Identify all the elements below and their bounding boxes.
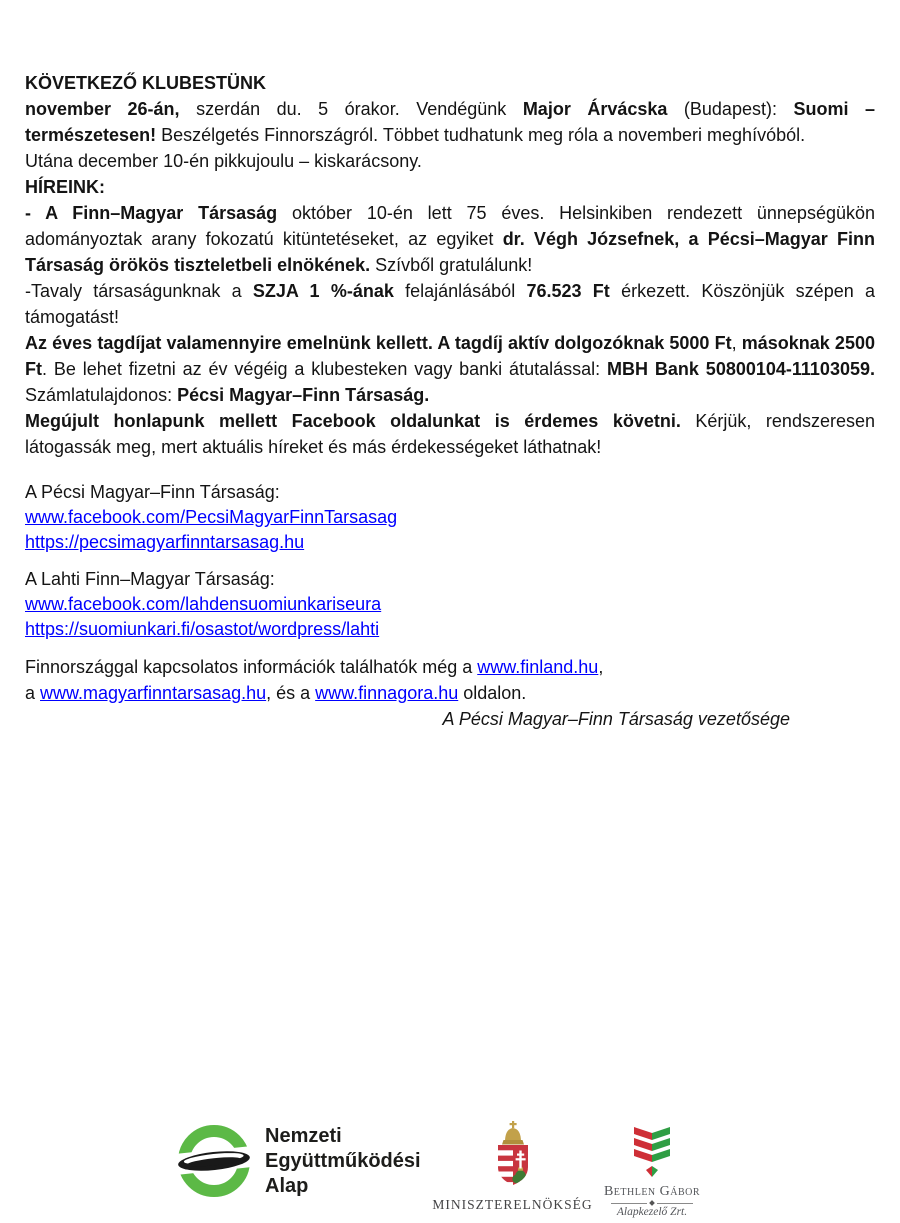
separator-line (611, 1201, 693, 1205)
lahti-links-block (25, 567, 875, 642)
fees-bold: Az éves tagdíjat valamennyire emelnünk kellett. A tagdíj aktív dolgozóknak 5000 Ft (25, 333, 732, 353)
link-line (25, 617, 875, 642)
society-name: - A Finn–Magyar Társaság (25, 203, 278, 223)
more-info-line1 (25, 654, 875, 680)
pecs-links-block (25, 480, 875, 555)
text-segment: a (25, 683, 41, 703)
finnagora-link[interactable]: www.finnagora.hu (315, 683, 459, 703)
news-item-tax-donation (25, 278, 875, 330)
link-line (25, 505, 875, 530)
document-body (25, 70, 875, 732)
news-item-anniversary (25, 200, 875, 278)
account-owner: Pécsi Magyar–Finn Társaság. (177, 385, 430, 405)
nea-logo-text (265, 1124, 421, 1199)
bethlen-logo (600, 1125, 704, 1218)
text-segment: Számlatulajdonos: (25, 385, 178, 405)
text-segment: , (731, 333, 742, 353)
lahti-facebook-link[interactable]: www.facebook.com/lahdensuomiunkariseura (25, 594, 382, 614)
heading-text: KÖVETKEZŐ KLUBESTÜNK (25, 73, 267, 93)
link-line (25, 530, 875, 555)
link-line (25, 592, 875, 617)
text-segment: Kérjük, rendszeresen látogassák meg, mert aktuális híreket és más érdekességeket láthatnak! (25, 411, 875, 457)
diamond-icon (649, 1200, 655, 1206)
text-segment: , és a (266, 683, 316, 703)
honoree-name: dr. Végh Józsefnek, a Pécsi–Magyar Finn Társaság örökös tiszteletbeli elnökének. (25, 229, 875, 275)
december-note: Utána december 10-én pikkujoulu – kiskarácsony. (25, 151, 422, 171)
footer-logos (0, 1115, 900, 1223)
nea-logo (176, 1123, 421, 1199)
more-info-paragraph (25, 654, 875, 706)
ministry-logo (430, 1121, 595, 1213)
szja-label: SZJA 1 %-ának (252, 281, 394, 301)
separator-segment (611, 1203, 647, 1204)
text-segment: szerdán du. 5 órakor. Vendégünk (179, 99, 523, 119)
ministry-label: MINISZTERELNÖKSÉG (432, 1197, 593, 1212)
lahti-website-link[interactable]: https://suomiunkari.fi/osastot/wordpress/lahti (25, 619, 380, 639)
nea-line2: Együttműködési (265, 1149, 421, 1172)
separator-segment (657, 1203, 693, 1204)
lahti-links-label: A Lahti Finn–Magyar Társaság: (25, 569, 275, 589)
donation-amount: 76.523 Ft (526, 281, 610, 301)
bank-account: MBH Bank 50800104-11103059. (607, 359, 875, 379)
facebook-bold: Megújult honlapunk mellett Facebook oldalunkat is érdemes követni. (25, 411, 681, 431)
more-info-line2 (25, 680, 875, 706)
heading-next-club (25, 70, 875, 96)
talk-title: Suomi – természetesen! (25, 99, 876, 145)
fees-others-bold: másoknak 2500 Ft (25, 333, 875, 379)
hungarian-coat-of-arms-icon (491, 1121, 535, 1189)
nea-logo-icon (176, 1123, 252, 1199)
news-heading (25, 174, 875, 200)
signature-line: A Pécsi Magyar–Finn Társaság vezetősége (442, 709, 790, 729)
text-segment: érkezett. Köszönjük szépen a támogatást! (25, 281, 876, 327)
text-segment: , (598, 657, 604, 677)
guest-name: Major Árvácska (522, 99, 668, 119)
news-heading-text: HÍREINK: (25, 177, 105, 197)
magyarfinntarsasag-link[interactable]: www.magyarfinntarsasag.hu (40, 683, 267, 703)
bethlen-subtitle: Alapkezelő Zrt. (616, 1206, 688, 1218)
nea-line1: Nemzeti (265, 1124, 342, 1147)
pecs-facebook-link[interactable]: www.facebook.com/PecsiMagyarFinnTarsasag (25, 507, 398, 527)
intro-date: november 26-án, (25, 99, 180, 119)
intro-paragraph (25, 96, 875, 148)
text-segment: felajánlásából (393, 281, 527, 301)
text-segment: -Tavaly társaságunknak a (25, 281, 253, 301)
text-segment: Finnországgal kapcsolatos információk találhatók még a (25, 657, 478, 677)
nea-line3: Alap (265, 1174, 309, 1197)
text-segment: Beszélgetés Finnországról. Többet tudhatunk meg róla a novemberi meghívóból. (156, 125, 806, 145)
membership-fees-paragraph (25, 330, 875, 408)
facebook-paragraph (25, 408, 875, 460)
pecs-links-label: A Pécsi Magyar–Finn Társaság: (25, 482, 280, 502)
pecs-website-link[interactable]: https://pecsimagyarfinntarsasag.hu (25, 532, 305, 552)
bethlen-name: Bethlen Gábor (603, 1184, 701, 1199)
text-segment: oldalon. (458, 683, 527, 703)
text-segment: (Budapest): (667, 99, 794, 119)
text-segment: . Be lehet fizetni az év végéig a klubesteken vagy banki átutalással: (42, 359, 608, 379)
bethlen-shield-icon (628, 1125, 676, 1179)
text-segment: október 10-én lett 75 éves. Helsinkiben rendezett ünnepségükön adományoztak arany fokozatú kitüntetéseket, az egyiket (25, 203, 875, 249)
text-segment: Szívből gratulálunk! (370, 255, 533, 275)
finland-hu-link[interactable]: www.finland.hu (477, 657, 599, 677)
